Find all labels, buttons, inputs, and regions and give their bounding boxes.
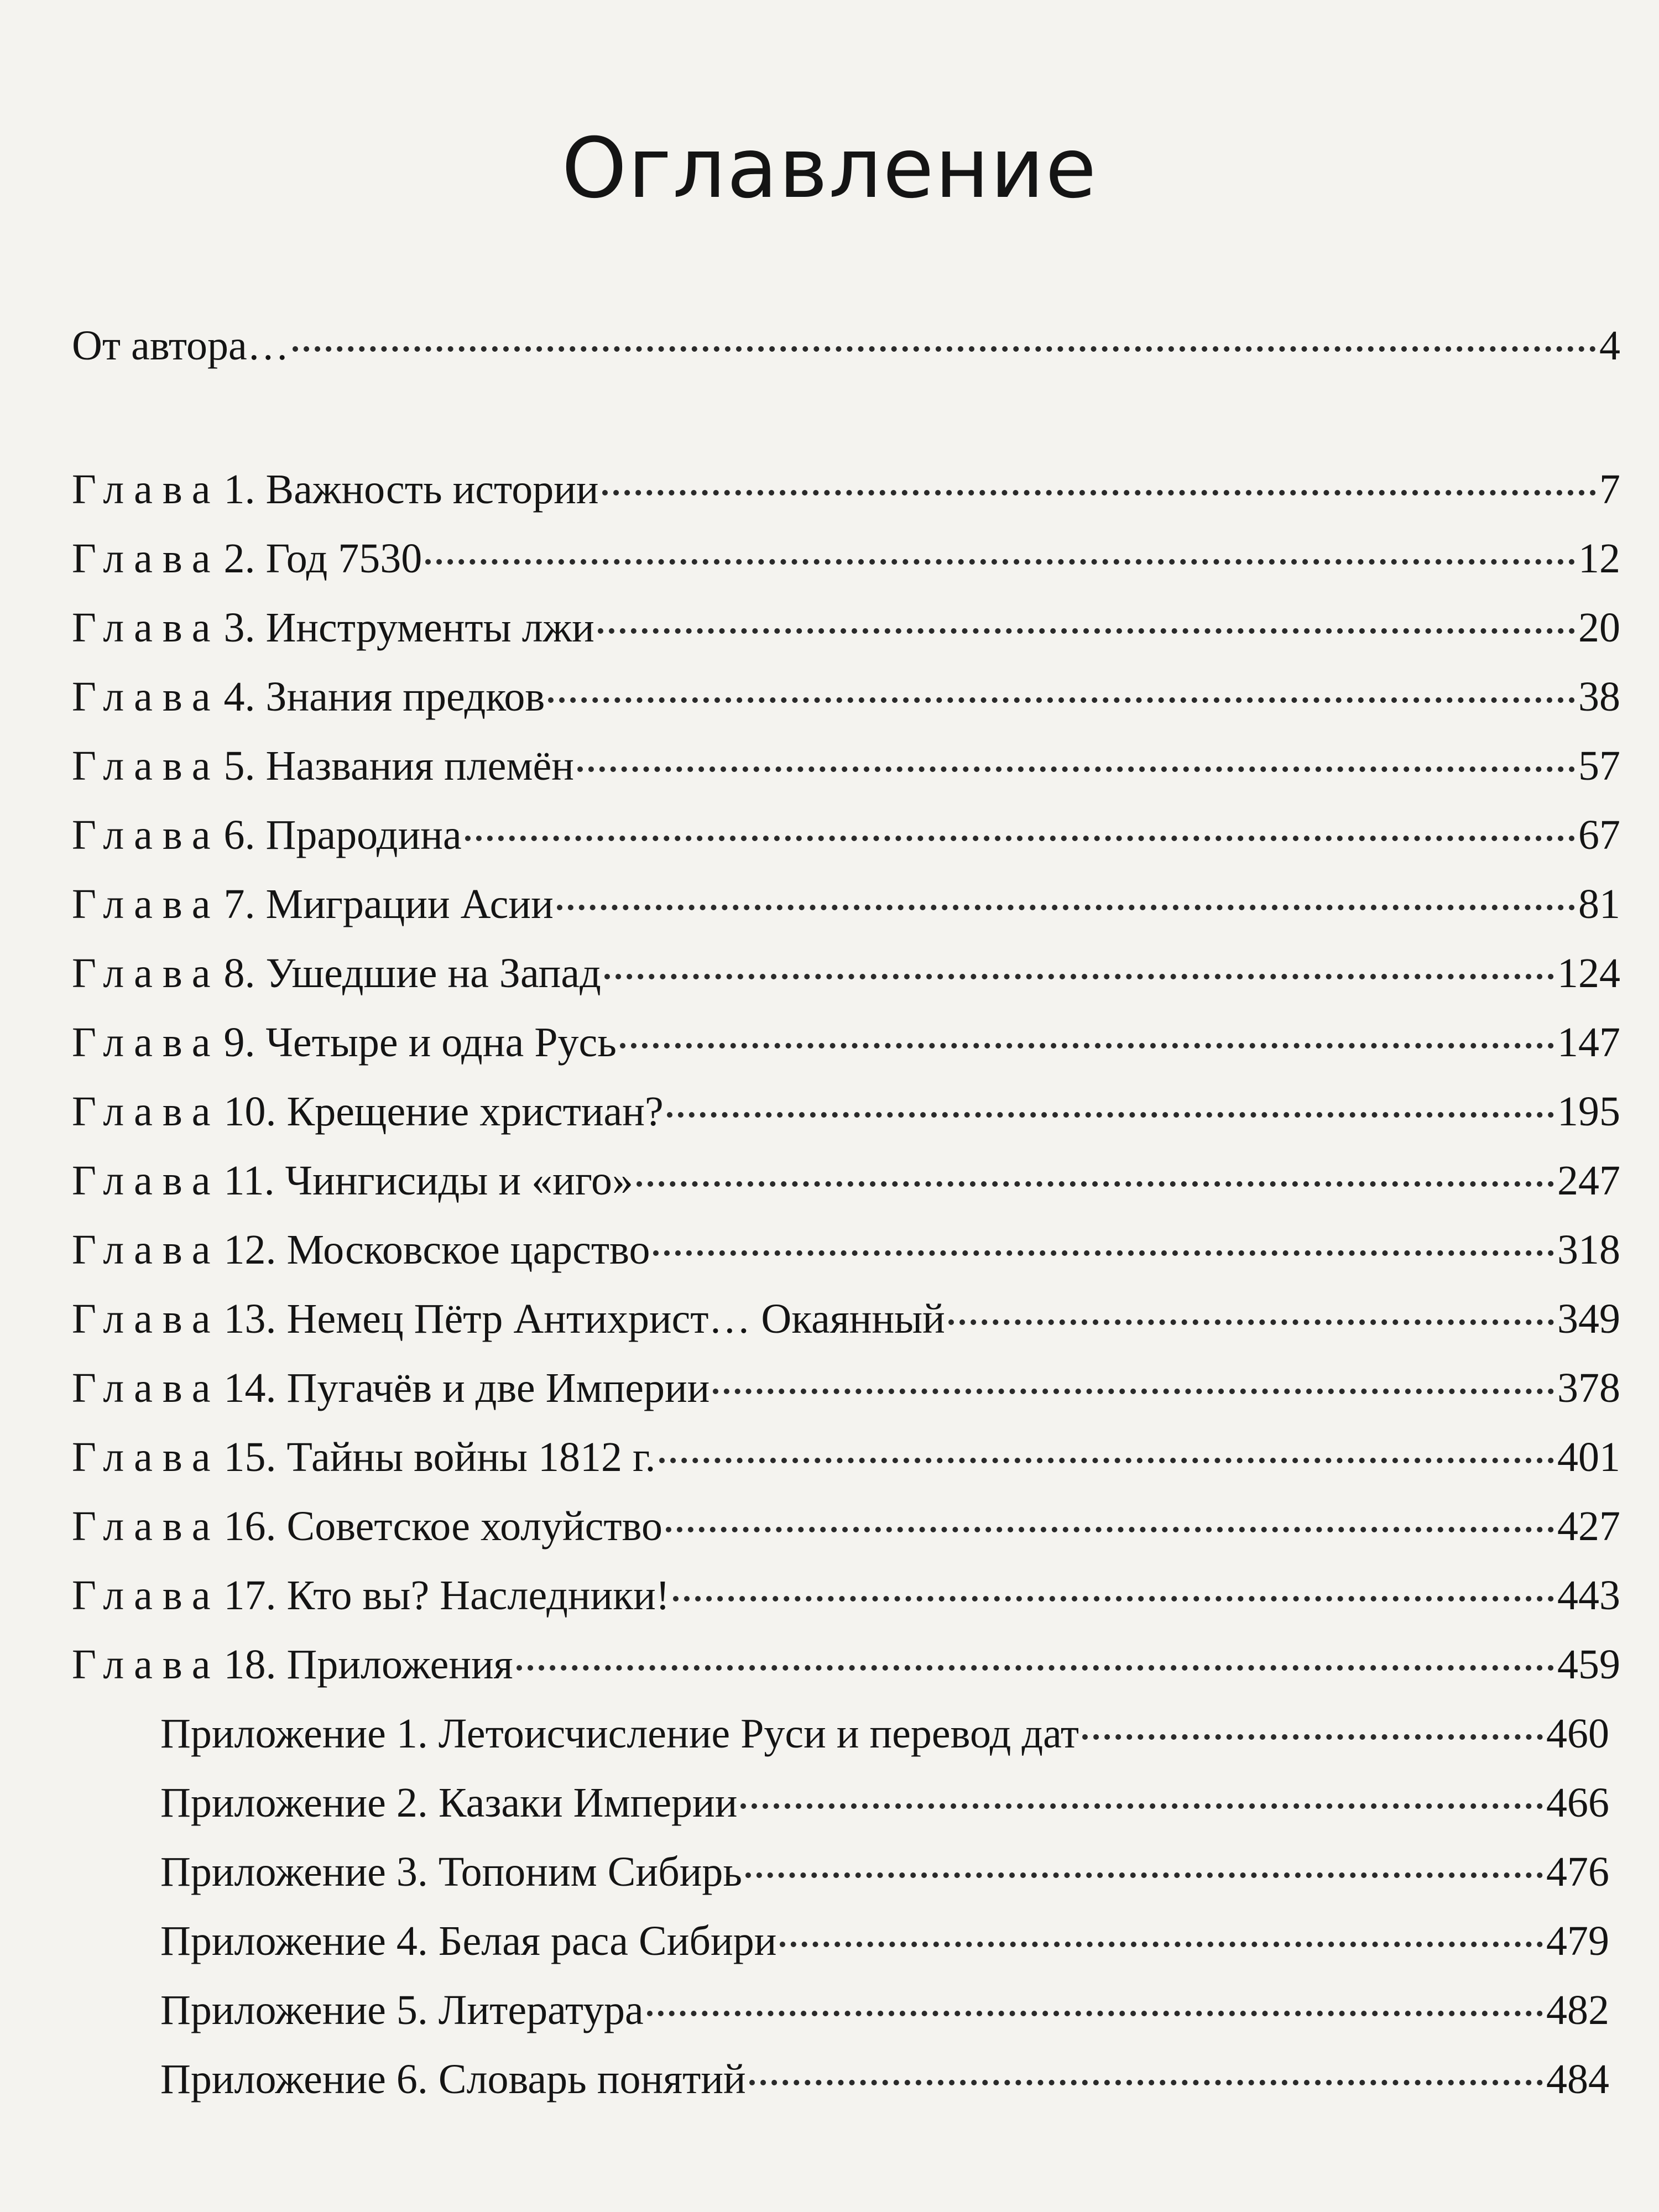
toc-entry-page: 247 [1557, 1157, 1620, 1204]
toc-entry-prefix: Глава [72, 950, 221, 997]
toc-entry [72, 465, 1620, 520]
toc-entry [72, 810, 1620, 865]
toc-entry-page: 81 [1578, 881, 1620, 927]
toc-entry-page: 484 [1546, 2056, 1609, 2103]
toc-entry-label: 18. Приложения [223, 1641, 513, 1688]
toc-entry-label: Приложение 1. Летоисчисление Руси и перевод дат [160, 1710, 1079, 1757]
toc-entry-prefix: Глава [72, 1641, 221, 1688]
toc-entry [72, 948, 1620, 1004]
toc-entry-label: Приложение 3. Топоним Сибирь [160, 1849, 743, 1895]
dot-leader [598, 628, 1575, 634]
toc-entry [72, 672, 1620, 727]
toc-entry-label: 9. Четыре и одна Русь [223, 1019, 617, 1066]
toc-entry-label: 8. Ушедшие на Запад [223, 950, 601, 997]
toc-entry-page: 401 [1557, 1434, 1620, 1480]
toc-appendix-entry [160, 1778, 1609, 1833]
dot-leader [780, 1942, 1543, 1947]
toc-entry [72, 1432, 1620, 1488]
toc-entry-label: 11. Чингисиды и «иго» [223, 1157, 634, 1204]
toc-entry-page: 466 [1546, 1780, 1609, 1826]
toc-entry-page: 67 [1578, 812, 1620, 858]
toc-entry-page: 349 [1557, 1296, 1620, 1342]
dot-leader [637, 1181, 1554, 1187]
toc-entry-page: 476 [1546, 1849, 1609, 1895]
toc-entry-label: 1. Важность истории [223, 466, 599, 513]
toc-entry-prefix: Глава [72, 466, 221, 513]
toc-entry-page: 459 [1557, 1641, 1620, 1688]
toc-entry-label: 6. Прародина [223, 812, 462, 858]
dot-leader [604, 974, 1554, 979]
dot-leader [517, 1665, 1554, 1671]
toc-entry [72, 1363, 1620, 1418]
toc-entry [72, 1640, 1620, 1695]
toc-entry-prefix: Глава [72, 604, 221, 651]
toc-entry-prefix: Глава [72, 1088, 221, 1135]
toc-entry-prefix: Глава [72, 535, 221, 582]
dot-leader [740, 1803, 1543, 1809]
toc-entry [72, 1501, 1620, 1557]
dot-leader [948, 1319, 1554, 1325]
dot-leader [749, 2080, 1543, 2085]
toc-entry-page: 318 [1557, 1227, 1620, 1273]
toc-entry [72, 1087, 1620, 1142]
toc-entry-prefix: Глава [72, 1503, 221, 1550]
toc-entry-prefix: Глава [72, 743, 221, 789]
toc-entry [72, 321, 1620, 376]
toc-entry-page: 460 [1546, 1710, 1609, 1757]
toc-entry-page: 482 [1546, 1987, 1609, 2033]
dot-leader [745, 1872, 1543, 1878]
toc-entry-label: 12. Московское царство [223, 1227, 650, 1273]
toc-entry [72, 879, 1620, 935]
toc-entry-label: 16. Советское холуйство [223, 1503, 662, 1550]
toc-entry-label: 7. Миграции Асии [223, 881, 554, 927]
toc-entry-page: 427 [1557, 1503, 1620, 1550]
toc-entry-label: 15. Тайны войны 1812 г. [223, 1434, 656, 1480]
toc-entry-label: Приложение 2. Казаки Империи [160, 1780, 738, 1826]
toc-entry-label: 13. Немец Пётр Антихрист… Окаянный [223, 1296, 945, 1342]
dot-leader [425, 559, 1575, 565]
dot-leader [1082, 1734, 1543, 1740]
dot-leader [465, 836, 1575, 841]
dot-leader [653, 1250, 1554, 1256]
dot-leader [673, 1596, 1554, 1601]
toc-entry [72, 534, 1620, 589]
toc-entry-prefix: Глава [72, 674, 221, 720]
toc-entry [72, 741, 1620, 796]
toc-entry-page: 7 [1599, 466, 1620, 513]
dot-leader [713, 1389, 1554, 1394]
toc-entry-page: 57 [1578, 743, 1620, 789]
toc-entry-prefix: Глава [72, 1434, 221, 1480]
dot-leader [620, 1043, 1554, 1048]
toc-appendix-entry [160, 1847, 1609, 1902]
toc-entry [72, 1156, 1620, 1211]
dot-leader [602, 490, 1596, 495]
toc-entry-prefix: Глава [72, 1019, 221, 1066]
toc-entry-page: 12 [1578, 535, 1620, 582]
toc-entry [72, 1571, 1620, 1626]
dot-leader [659, 1458, 1554, 1463]
toc-entry-label: 14. Пугачёв и две Империи [223, 1365, 710, 1411]
toc-entry-label: 4. Знания предков [223, 674, 545, 720]
toc-entry-prefix: Глава [72, 812, 221, 858]
toc-entry-page: 195 [1557, 1088, 1620, 1135]
toc-appendix-entry [160, 1985, 1609, 2041]
toc-entry-page: 147 [1557, 1019, 1620, 1066]
toc-entry-label: От автора… [72, 322, 289, 369]
dot-leader [557, 905, 1575, 910]
toc-appendix-entry [160, 1709, 1609, 1764]
toc-entry-page: 124 [1557, 950, 1620, 997]
toc-entry-prefix: Глава [72, 1296, 221, 1342]
toc-appendix-entry [160, 2054, 1609, 2110]
page-title: Оглавление [561, 121, 1098, 217]
toc-entry-page: 479 [1546, 1918, 1609, 1964]
toc-entry [72, 1018, 1620, 1073]
toc-entry-page: 38 [1578, 674, 1620, 720]
toc-entry-label: 2. Год 7530 [223, 535, 422, 582]
toc-entry-page: 4 [1599, 322, 1620, 369]
toc-entry-label: Приложение 6. Словарь понятий [160, 2056, 746, 2103]
dot-leader [647, 2011, 1543, 2016]
toc-entry-prefix: Глава [72, 1227, 221, 1273]
toc-entry-prefix: Глава [72, 881, 221, 927]
toc-entry-prefix: Глава [72, 1365, 221, 1411]
toc-entry-page: 20 [1578, 604, 1620, 651]
toc-entry-page: 443 [1557, 1572, 1620, 1619]
toc-entry-page: 378 [1557, 1365, 1620, 1411]
toc-entry [72, 1225, 1620, 1280]
toc-entry-label: 10. Крещение христиан? [223, 1088, 664, 1135]
toc-entry-prefix: Глава [72, 1157, 221, 1204]
toc-entry [72, 603, 1620, 658]
toc-appendix-entry [160, 1916, 1609, 1971]
toc-entry-label: 17. Кто вы? Наследники! [223, 1572, 670, 1619]
toc-entry-label: Приложение 5. Литература [160, 1987, 644, 2033]
dot-leader [667, 1112, 1554, 1118]
toc-entry-label: Приложение 4. Белая раса Сибири [160, 1918, 777, 1964]
toc-entry-prefix: Глава [72, 1572, 221, 1619]
toc-entry [72, 1294, 1620, 1349]
dot-leader [666, 1527, 1554, 1532]
dot-leader [293, 346, 1596, 352]
toc-entry-label: 3. Инструменты лжи [223, 604, 594, 651]
toc-entry-label: 5. Названия племён [223, 743, 574, 789]
dot-leader [577, 766, 1575, 772]
dot-leader [548, 697, 1575, 703]
